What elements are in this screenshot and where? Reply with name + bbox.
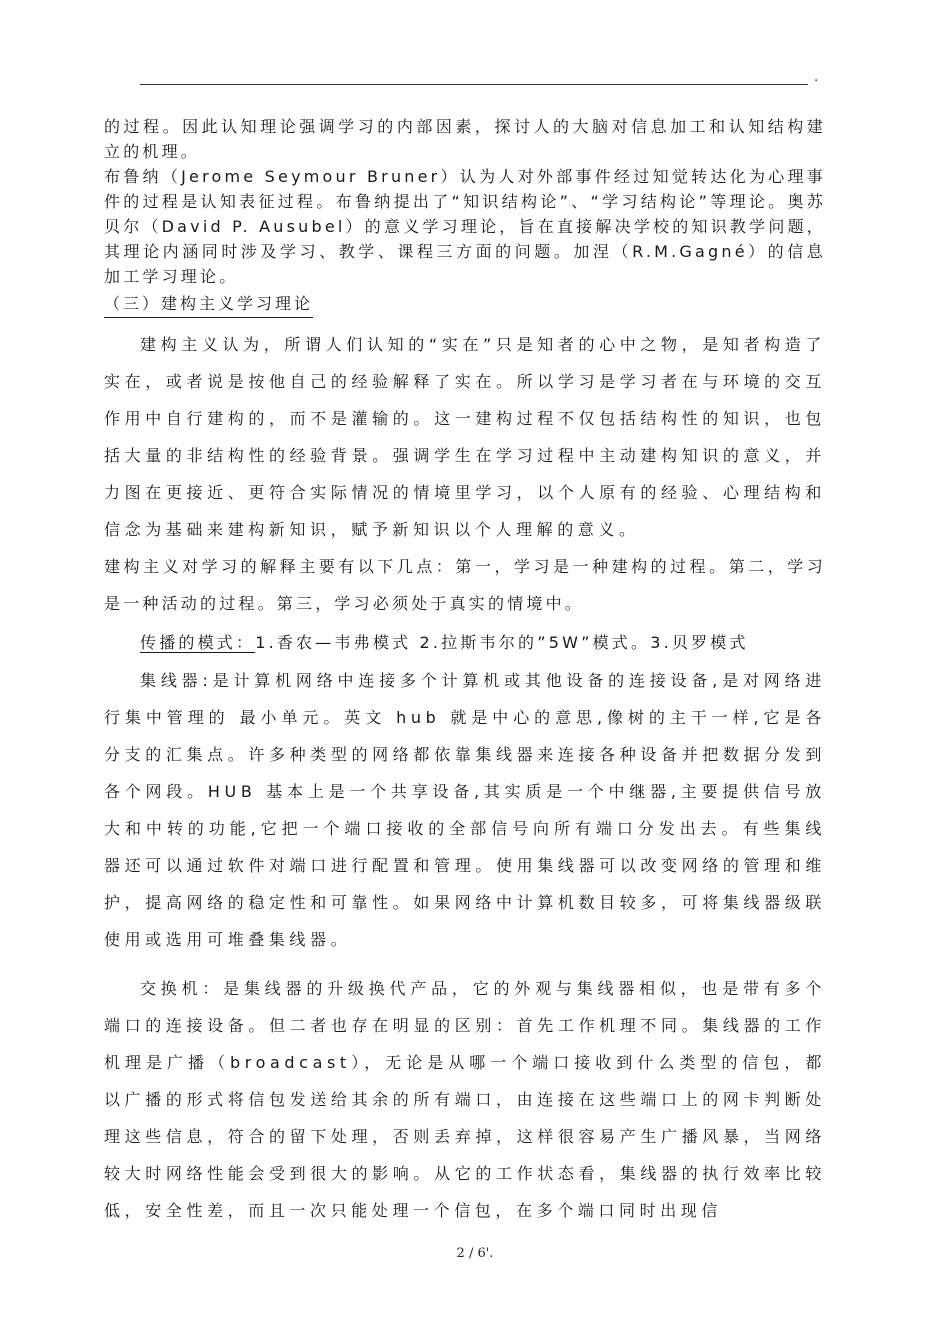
paragraph-constructivism: 建构主义认为，所谓人们认知的“实在”只是知者的心中之物，是知者构造了实在，或者说是按他自己的经验解释了实在。所以学习是学习者在与环境的交互作用中自行建构的，而不是灌输的。这一建构过程不仅包括结构性的知识，也包括大量的非结构性的经验背景。强调学生在学习过程中主动建构知识的意义，并力图在更接近、更符合实际情况的情境里学习，以个人原有的经验、心理结构和信念为基础来建构新知识，赋予新知识以个人理解的意义。: [104, 335, 826, 539]
paragraph-constructivism-points: 建构主义对学习的解释主要有以下几点：第一，学习是一种建构的过程。第二，学习是一种活动的过程。第三，学习必须处于真实的情境中。: [104, 557, 826, 613]
paragraph-switch: 交换机：是集线器的升级换代产品，它的外观与集线器相似，也是带有多个端口的连接设备。但二者也存在明显的区别：首先工作机理不同。集线器的工作机理是广播（broadcast），无论是从哪一个端口接收到什么类型的信包，都以广播的形式将信包发送给其余的所有端口，由连接在这些端口上的网卡判断处理这些信息，符合的留下处理，否则丢弃掉，这样很容易产生广播风暴，当网络较大时网络性能会受到很大的影响。从它的工作状态看，集线器的执行效率比较低，安全性差，而且一次只能处理一个信包，在多个端口同时出现信: [104, 979, 826, 1220]
paragraph-gap: [104, 958, 826, 970]
header-rule: [140, 84, 808, 85]
communication-models-heading: 传播的模式：: [140, 633, 256, 652]
paragraph-bruner: 布鲁纳（Jerome Seymour Bruner）认为人对外部事件经过知觉转达化为心理事件的过程是认知表征过程。布鲁纳提出了“知识结构论”、“学习结构论”等理论。奥苏贝尔（David P. Ausubel）的意义学习理论，旨在直接解决学校的知识教学问题，其理论内涵同时涉及学习、教学、课程三方面的问题。加涅（R.M.Gagné）的信息加工学习理论。: [104, 167, 826, 286]
communication-models-line: [104, 624, 826, 662]
paragraph-hub: 集线器:是计算机网络中连接多个计算机或其他设备的连接设备,是对网络进行集中管理的 最小单元。英文 hub 就是中心的意思,像树的主干一样,它是各分支的汇集点。许多种类型的网络都依靠集线器来连接各种设备并把数据分发到各个网段。HUB 基本上是一个共享设备,其实质是一个中继器,主要提供信号放大和中转的功能,它把一个端口接收的全部信号向所有端口分发出去。有些集线器还可以通过软件对端口进行配置和管理。使用集线器可以改变网络的管理和维护，提高网络的稳定性和可靠性。如果网络中计算机数目较多，可将集线器级联使用或选用可堆叠集线器。: [104, 671, 826, 949]
paragraph-cognitive-end: 的过程。因此认知理论强调学习的内部因素，探讨人的大脑对信息加工和认知结构建立的机理。: [104, 117, 826, 161]
communication-models-list: 1.香农—韦弗模式 2.拉斯韦尔的”5W”模式。3.贝罗模式: [255, 633, 749, 652]
section-heading-constructivism: （三）建构主义学习理论: [104, 291, 313, 318]
page-number: 2 / 6'.: [456, 1246, 494, 1261]
header-mark: .: [814, 70, 819, 85]
page-body: [104, 114, 826, 1229]
